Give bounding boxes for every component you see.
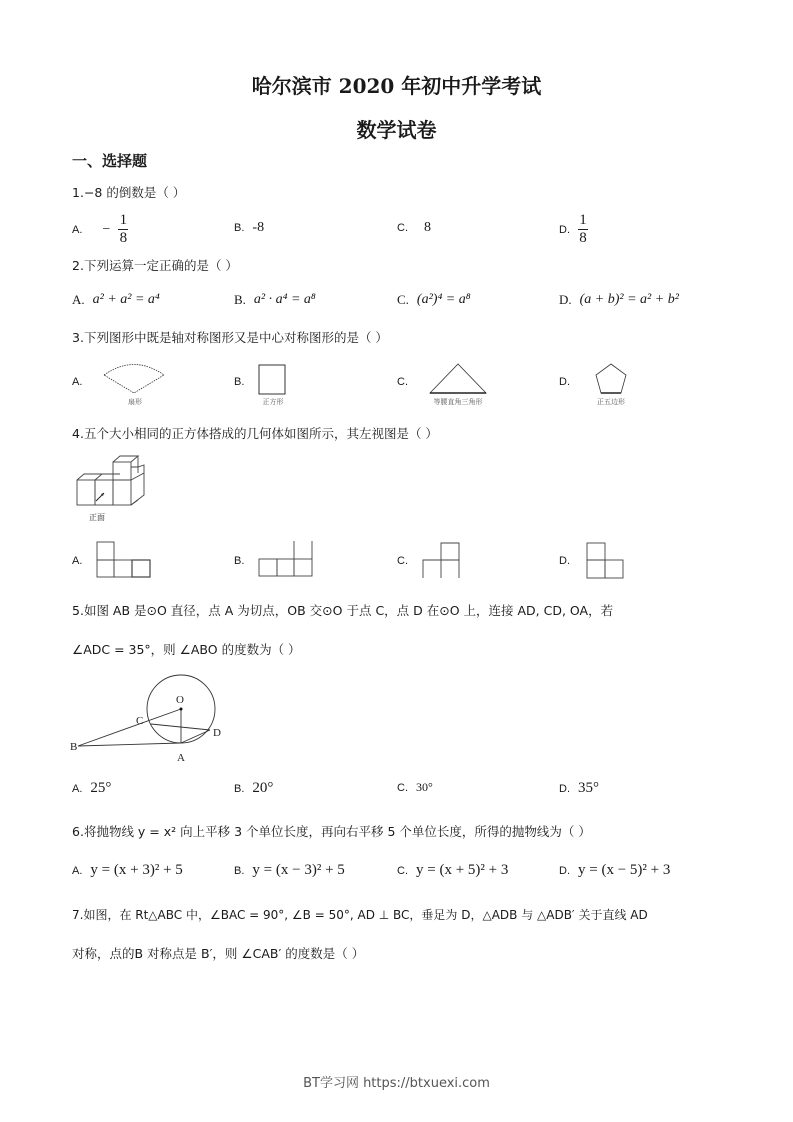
left-view-option-d	[586, 542, 626, 580]
q1-option-c[interactable]: C. 8	[397, 220, 431, 235]
question-1	[72, 183, 185, 201]
exam-subtitle: 数学试卷	[356, 118, 437, 142]
question-5-line-1: 5.如图 AB 是⊙O 直径，点 A 为切点，OB 交⊙O 于点 C，点 D 在⊙O 上，连接 AD, CD, OA，若	[72, 603, 614, 618]
question-3: 3.下列图形中既是轴对称图形又是中心对称图形的是（ ）	[72, 330, 388, 345]
question-2: 2.下列运算一定正确的是（ ）	[72, 258, 238, 273]
question-7-line-1: 7.如图，在 Rt△ABC 中，∠BAC = 90°, ∠B = 50°, AD ⊥ BC，垂足为 D，△ADB 与 △ADB′ 关于直线 AD	[72, 908, 648, 922]
q2-option-b[interactable]: B. a² · a⁴ = a⁸	[234, 292, 316, 307]
question-6: 6.将抛物线 y = x² 向上平移 3 个单位长度，再向右平移 5 个单位长度，所得的抛物线为（ ）	[72, 824, 591, 839]
q1-option-b[interactable]: B. -8	[234, 220, 265, 235]
q6-option-b[interactable]: B. y = (x − 3)² + 5	[234, 862, 345, 878]
svg-text:A: A	[177, 752, 185, 764]
q5-option-c[interactable]: C. 30°	[397, 780, 433, 794]
q3-option-c[interactable]: C.	[397, 376, 408, 388]
fraction: $\frac{1}{8}$	[579, 212, 587, 246]
q2-option-d[interactable]: D. (a + b)² = a² + b²	[559, 292, 679, 307]
regular-pentagon-icon	[594, 362, 628, 396]
q6-option-c[interactable]: C. y = (x + 5)² + 3	[397, 862, 509, 878]
question-5-line-2: ∠ADC = 35°，则 ∠ABO 的度数为（ ）	[72, 642, 301, 657]
cube-stack-figure	[76, 455, 156, 513]
q6-option-d[interactable]: D. y = (x − 5)² + 3	[559, 862, 671, 878]
svg-text:B: B	[70, 741, 78, 753]
svg-text:D: D	[213, 727, 221, 739]
question-number: 1.	[72, 185, 84, 200]
q4-option-c[interactable]: C.	[397, 555, 408, 567]
q4-option-a[interactable]: A.	[72, 555, 83, 567]
q5-option-d[interactable]: D. 35°	[559, 780, 599, 796]
left-view-option-c	[422, 542, 464, 580]
q1-option-a[interactable]: A. − $\frac{1}{8}$	[72, 212, 128, 246]
q3-option-b[interactable]: B.	[234, 376, 245, 388]
square-shape-icon	[258, 364, 288, 396]
isosceles-right-triangle-icon	[428, 362, 488, 396]
shape-caption: 等腰直角三角形	[433, 398, 483, 406]
left-view-option-a	[96, 541, 152, 579]
sector-shape-icon	[100, 360, 170, 396]
q1-option-d[interactable]: D. $\frac{1}{8}$	[559, 212, 587, 246]
footer-watermark: BT学习网 https://btxuexi.com	[303, 1076, 490, 1091]
shape-caption: 扇形	[128, 398, 142, 406]
q3-option-d[interactable]: D.	[559, 376, 570, 388]
q4-option-d[interactable]: D.	[559, 555, 570, 567]
section-heading: 一、选择题	[72, 152, 148, 170]
question-stem: −8 的倒数是（ ）	[83, 185, 186, 200]
question-7-line-2: 对称，点的B 对称点是 B′，则 ∠CAB′ 的度数是（ ）	[72, 946, 365, 961]
shape-caption: 正方形	[262, 398, 284, 406]
question-4: 4.五个大小相同的正方体搭成的几何体如图所示，其左视图是（ ）	[72, 426, 438, 441]
q5-option-b[interactable]: B. 20°	[234, 780, 274, 796]
exam-title: 哈尔滨市 2020 年初中升学考试	[251, 74, 542, 98]
q3-option-a[interactable]: A.	[72, 376, 83, 388]
circle-tangent-figure	[70, 672, 240, 768]
left-view-option-b	[258, 540, 316, 578]
fraction: $\frac{1}{8}$	[119, 212, 128, 246]
svg-text:C: C	[136, 715, 144, 727]
figure-caption: 正面	[89, 513, 105, 522]
shape-caption: 正五边形	[597, 398, 625, 406]
q5-option-a[interactable]: A. 25°	[72, 780, 112, 796]
q6-option-a[interactable]: A. y = (x + 3)² + 5	[72, 862, 183, 878]
q4-option-b[interactable]: B.	[234, 555, 245, 567]
q2-option-c[interactable]: C. (a²)⁴ = a⁸	[397, 292, 471, 307]
q2-option-a[interactable]: A. a² + a² = a⁴	[72, 292, 160, 307]
svg-text:O: O	[176, 694, 184, 706]
